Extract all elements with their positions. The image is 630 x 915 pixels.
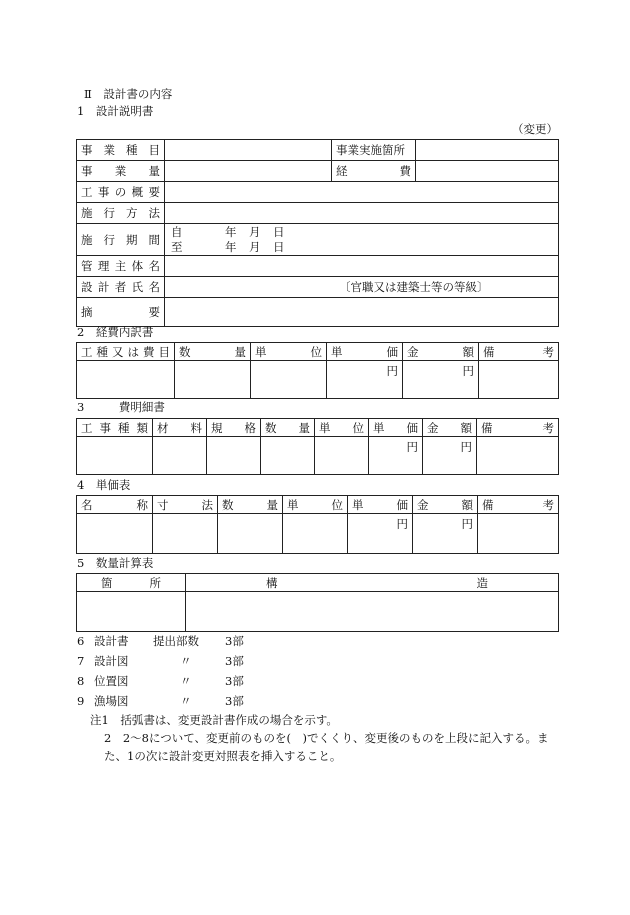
table-cell bbox=[261, 437, 315, 475]
header-cell: 寸法 bbox=[153, 496, 218, 514]
table-row bbox=[77, 277, 559, 298]
submission-item-7 bbox=[77, 654, 244, 668]
table-row bbox=[77, 224, 559, 256]
item-count: 3部 bbox=[225, 694, 244, 708]
table-cell bbox=[77, 437, 153, 475]
item-qty-label: 〃 bbox=[180, 654, 192, 668]
document-heading: Ⅱ 設計書の内容 bbox=[84, 87, 173, 101]
label-designer: 設 計 者 氏 名 bbox=[77, 277, 165, 298]
table-cell bbox=[153, 437, 207, 475]
table-row bbox=[77, 256, 559, 277]
table-cell bbox=[479, 361, 559, 399]
note-1: 注1 括弧書は、変更設計書作成の場合を示す。 bbox=[90, 713, 338, 727]
table-header-row bbox=[77, 574, 559, 592]
item-qty-label: 提出部数 bbox=[153, 634, 199, 648]
unit-price-table bbox=[76, 495, 559, 554]
value-overview bbox=[165, 182, 559, 203]
header-cell: 工事種類 bbox=[77, 419, 153, 437]
value-period bbox=[165, 224, 559, 256]
cost-detail-table bbox=[76, 418, 559, 475]
header-cell: 数量 bbox=[218, 496, 283, 514]
table-row bbox=[77, 161, 559, 182]
item-count: 3部 bbox=[225, 674, 244, 688]
table-cell bbox=[251, 361, 327, 399]
header-cell: 数量 bbox=[175, 343, 251, 361]
yen-unit: 円 bbox=[461, 517, 473, 531]
table-cell bbox=[77, 592, 186, 632]
yen-unit: 円 bbox=[386, 364, 398, 378]
header-cell: 単位 bbox=[283, 496, 348, 514]
header-cell: 数量 bbox=[261, 419, 315, 437]
label-project-location: 事業実施箇所 bbox=[332, 140, 416, 161]
table-cell bbox=[207, 437, 261, 475]
period-from-day: 日 bbox=[273, 225, 285, 239]
value-project-amount bbox=[165, 161, 332, 182]
item-name: 位置図 bbox=[94, 674, 129, 688]
header-cell: 規格 bbox=[207, 419, 261, 437]
item-name: 設計書 bbox=[94, 634, 129, 648]
label-project-type: 事 業 種 目 bbox=[77, 140, 165, 161]
label-project-amount: 事 業 量 bbox=[77, 161, 165, 182]
yen-unit: 円 bbox=[406, 440, 418, 454]
section4-title: 4 単価表 bbox=[77, 478, 131, 492]
yen-unit: 円 bbox=[462, 364, 474, 378]
table-cell bbox=[77, 361, 175, 399]
item-qty-label: 〃 bbox=[180, 694, 192, 708]
header-cell: 金額 bbox=[413, 496, 478, 514]
label-period: 施 行 期 間 bbox=[77, 224, 165, 256]
table-row bbox=[77, 203, 559, 224]
table-cell bbox=[175, 361, 251, 399]
unit-price-cell bbox=[327, 361, 403, 399]
amount-cell bbox=[413, 514, 478, 554]
header-cell: 名称 bbox=[77, 496, 153, 514]
label-expense: 経 費 bbox=[332, 161, 416, 182]
item-qty-label: 〃 bbox=[180, 674, 192, 688]
header-cell: 単位 bbox=[315, 419, 369, 437]
section5-title: 5 数量計算表 bbox=[77, 556, 154, 570]
table-row bbox=[77, 298, 559, 327]
table-cell bbox=[477, 437, 559, 475]
yen-unit: 円 bbox=[396, 517, 408, 531]
unit-price-cell bbox=[369, 437, 423, 475]
table-cell bbox=[478, 514, 559, 554]
yen-unit: 円 bbox=[460, 440, 472, 454]
table-row bbox=[77, 592, 559, 632]
section1-title: 1 設計説明書 bbox=[77, 104, 154, 118]
header-cell: 箇所 bbox=[77, 574, 186, 592]
period-from-label: 自 bbox=[171, 225, 183, 239]
period-to-label: 至 bbox=[171, 240, 183, 254]
value-manager bbox=[165, 256, 559, 277]
designer-note: 〔官職又は建築士等の等級〕 bbox=[165, 277, 559, 298]
amount-cell bbox=[423, 437, 477, 475]
item-number: 8 bbox=[77, 674, 85, 688]
note-2-line-1: 2 2〜8について、変更前のものを( )でくくり、変更後のものを上段に記入する。ま bbox=[104, 731, 549, 745]
label-overview: 工 事 の 概 要 bbox=[77, 182, 165, 203]
item-name: 漁場図 bbox=[94, 694, 129, 708]
section3-title: 3 費明細書 bbox=[77, 400, 165, 414]
table-row bbox=[77, 182, 559, 203]
amount-cell bbox=[403, 361, 479, 399]
header-cell: 備考 bbox=[479, 343, 559, 361]
table-cell bbox=[77, 514, 153, 554]
change-note: （変更） bbox=[512, 122, 558, 136]
section2-title: 2 経費内訳書 bbox=[77, 325, 154, 339]
label-remarks: 摘 要 bbox=[77, 298, 165, 327]
value-method bbox=[165, 203, 559, 224]
table-cell bbox=[283, 514, 348, 554]
table-cell bbox=[218, 514, 283, 554]
note-2-line-2: た、1の次に設計変更対照表を挿入すること。 bbox=[104, 749, 342, 763]
table-cell bbox=[315, 437, 369, 475]
expense-breakdown-table bbox=[76, 342, 559, 399]
item-name: 設計図 bbox=[94, 654, 129, 668]
table-header-row bbox=[77, 343, 559, 361]
header-cell: 材料 bbox=[153, 419, 207, 437]
design-explanation-table bbox=[76, 139, 559, 327]
table-row bbox=[77, 361, 559, 399]
value-project-type bbox=[165, 140, 332, 161]
table-cell bbox=[186, 592, 559, 632]
period-from-year: 年 bbox=[225, 225, 237, 239]
header-cell: 備考 bbox=[478, 496, 559, 514]
submission-item-9 bbox=[77, 694, 244, 708]
period-to-month: 月 bbox=[249, 240, 261, 254]
header-cell: 単価 bbox=[327, 343, 403, 361]
table-row bbox=[77, 437, 559, 475]
header-cell: 単位 bbox=[251, 343, 327, 361]
value-expense bbox=[416, 161, 559, 182]
item-number: 9 bbox=[77, 694, 85, 708]
item-number: 6 bbox=[77, 634, 85, 648]
header-cell: 単価 bbox=[348, 496, 413, 514]
header-cell: 金額 bbox=[403, 343, 479, 361]
period-to-year: 年 bbox=[225, 240, 237, 254]
item-count: 3部 bbox=[225, 654, 244, 668]
quantity-calculation-table bbox=[76, 573, 559, 632]
table-row bbox=[77, 140, 559, 161]
period-from-month: 月 bbox=[249, 225, 261, 239]
submission-item-8 bbox=[77, 674, 244, 688]
header-cell: 工種又は費目 bbox=[77, 343, 175, 361]
item-number: 7 bbox=[77, 654, 85, 668]
submission-item-6 bbox=[77, 634, 244, 648]
item-count: 3部 bbox=[225, 634, 244, 648]
value-remarks bbox=[165, 298, 559, 327]
table-row bbox=[77, 514, 559, 554]
header-cell: 構造 bbox=[186, 574, 559, 592]
header-cell: 金額 bbox=[423, 419, 477, 437]
header-cell: 備考 bbox=[477, 419, 559, 437]
header-cell: 単価 bbox=[369, 419, 423, 437]
label-manager: 管 理 主 体 名 bbox=[77, 256, 165, 277]
table-cell bbox=[153, 514, 218, 554]
table-header-row bbox=[77, 496, 559, 514]
period-to-day: 日 bbox=[273, 240, 285, 254]
label-method: 施 行 方 法 bbox=[77, 203, 165, 224]
value-project-location bbox=[416, 140, 559, 161]
unit-price-cell bbox=[348, 514, 413, 554]
table-header-row bbox=[77, 419, 559, 437]
